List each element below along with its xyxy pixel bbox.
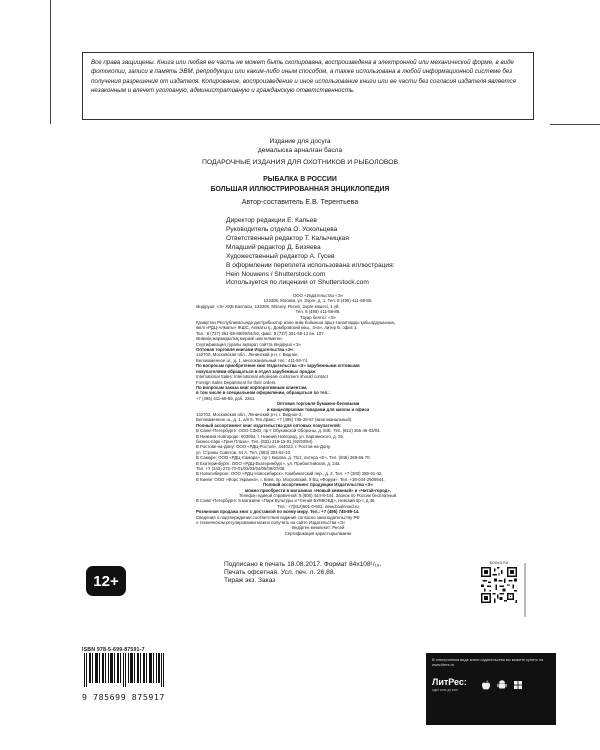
imprint-line: Сертификация туралы ақпарат сайтта Өндіруші «Э»: [196, 341, 301, 347]
imprint-line: Белокаменное ш., д. 1, а/я 5. Тел./факс: +7 (495) 745-28-87 (многоканальный).: [196, 417, 353, 423]
print-info: [224, 561, 444, 586]
print-info-offset: Печать офсетная. Усл. печ. л. 26,88.: [224, 569, 336, 577]
litres-note: В электронном виде книги издательства вы можете купить на www.litres.ru: [432, 657, 544, 668]
imprint-line: Тел.: 8 (727) 251-59-89/90/91/92, факс: 8 (727) 251-58-12 вн. 107.: [196, 330, 325, 336]
staff-junior-editor: Младший редактор Д. Бизяева: [226, 244, 321, 251]
cover-credits: [226, 262, 426, 288]
imprint-line: в том числе в специальном оформлении, обращаться по тел.:: [196, 390, 330, 396]
age-rating-badge: 12+: [86, 566, 126, 596]
imprint-line: Полный ассортимент продукции Издательства «Э»: [263, 482, 373, 488]
crop-mark-right: [550, 124, 600, 125]
cover-credit-license: Используется по лицензии от Shutterstock.com: [226, 279, 369, 287]
publisher-imprint: [196, 293, 440, 536]
imprint-line: Розничная продажа книг с доставкой по всему миру. Тел.: +7 (495) 745-89-14.: [196, 509, 360, 515]
store-icons: [480, 679, 524, 691]
imprint-line: Тел. +7 (343) 272-72-01/02/03/04/05/06/07/08.: [196, 466, 286, 471]
imprint-line: покупателями обращаться в отдел зарубежных продаж: [196, 368, 316, 374]
book-title: РЫБАЛКА В РОССИИ: [263, 176, 337, 183]
litres-logo: ЛитРес:: [432, 677, 467, 687]
qr-label: BOOKS.RU: [489, 561, 509, 565]
imprint-line: В Ростове-на-Дону: ООО «РДЦ-Ростов», 344023, г. Ростов-на-Дону,: [196, 444, 331, 450]
edition-type-ru: Издание для досуга: [269, 138, 331, 145]
imprint-line: Өндіруші: «Э» АҚБ Баспасы, 123308, Мәскеу, Ресей, Зорге көшесі, 1 үй.: [196, 303, 340, 309]
imprint-line: ул. Страны Советов, 44 А. Тел. (863) 303-62-10.: [196, 449, 292, 455]
imprint-line: Тел. 8 (495) 411-68-86.: [295, 309, 341, 315]
imprint-line: өкілі «РДЦ-Алматы» ЖШС, Алматы қ., Домбровский көш., 3«а», литер Б, офис 1.: [196, 325, 358, 331]
barcode-icon: [82, 653, 166, 687]
imprint-line: 123308, Москва, ул. Зорге, д. 1. Тел. 8 (495) 411-68-86.: [263, 298, 373, 304]
crop-mark-left: [50, 0, 51, 124]
imprint-line: Белокаменное ш., д. 1, многоканальный тел.: 411-50-74.: [196, 357, 309, 363]
staff-art-editor: Художественный редактор А. Гусев: [226, 253, 335, 260]
staff-editor: Ответственный редактор Т. Калычицкая: [226, 235, 349, 242]
edition-type-kz: демалыска арналған басла: [257, 146, 343, 154]
imprint-line: Тел.: +7(812)601-0-601, www.bookvoed.ru: [277, 503, 359, 509]
imprint-line: В Самаре: ООО «РДЦ-Самара», пр-т Кирова, д. 75/1, литера «Е». Тел. (846) 269-66-70.: [196, 455, 371, 461]
rights-notice: Все права защищены. Книга или любая ее часть не может быть скопирована, воспроизведена в электронной или механической форме, в виде фотокопии, записи в память ЭВМ, репродукции или каким-либо иным способом, а также использована в любой информационной системе без получения разрешения от издателя. Копирование, воспроизведение и иное использование книги или ее части без согласия издателя является незаконным и влечет уголовную, административную и гражданскую ответственность.: [82, 52, 534, 120]
android-icon: [496, 679, 508, 691]
imprint-line: и канцелярскими товарами для школы и офиса: [266, 406, 370, 412]
imprint-line: ООО «Издательство «Э»: [292, 293, 344, 298]
print-info-signed: Подписано в печать 18.08.2017. Формат 84x108¹/₁₆.: [224, 561, 382, 568]
imprint-line: Полный ассортимент книг издательства для оптовых покупателей:: [196, 422, 342, 428]
imprint-line: о техническом регулировании можно получить на сайте Издательства «Э»: [196, 520, 346, 526]
imprint-line: В Екатеринбурге: ООО «РДЦ-Екатеринбург», ул. Прибалтийская, д. 24а.: [196, 460, 341, 466]
imprint-line: Өнімнің жарамдылық мерзімі шектелмеген.: [196, 336, 283, 342]
cover-credit-source: Hein Nouwens / Shutterstock.com: [226, 270, 326, 278]
imprint-line: +7 (495) 411-68-59, доб. 2261.: [196, 395, 256, 401]
apple-icon: [480, 679, 492, 691]
qr-code-block: [481, 561, 517, 615]
imprint-line: 142702, Московская обл., Ленинский р-н, г. Видное-2,: [196, 411, 303, 417]
imprint-line: Сертификация қарастырылмаған: [284, 530, 352, 536]
imprint-line: В Новосибирске: ООО «РДЦ-Новосибирск», Комбинатский пер., д. 3. Тел. +7 (383) 289-91-42.: [196, 471, 383, 477]
book-subtitle: БОЛЬШАЯ ИЛЛЮСТРИРОВАННАЯ ЭНЦИКЛОПЕДИЯ: [210, 185, 390, 193]
imprint-line: Сведения о подтверждении соответствия издания согласно законодательству РФ: [196, 514, 360, 520]
imprint-line: В Нижнем Новгороде: 603094, г. Нижний Новгород, ул. Карпинского, д. 29,: [196, 433, 344, 439]
print-info-run: Тираж экз. Заказ: [224, 577, 276, 585]
author-line: Автор-составитель Е.В. Терентьева: [241, 199, 359, 206]
staff-list: [226, 216, 426, 261]
imprint-line: Foreign Sales Department for their orders.: [196, 379, 277, 385]
imprint-line: бизнес-парк «Грин Плаза». Тел. (831) 216-15-91 (92/93/94).: [196, 438, 314, 444]
imprint-line: Өндірген мемлекет: Ресей: [291, 525, 345, 531]
imprint-line: 142700, Московская обл., Ленинский р-н, г. Видное,: [196, 352, 299, 358]
imprint-line: Тауар белгісі: «Э»: [300, 314, 336, 320]
litres-tagline: один клик до книг: [432, 688, 458, 692]
title-block: [0, 175, 600, 194]
staff-director: Директор редакции Е. Капьев: [226, 217, 317, 224]
staff-head: Руководитель отдела О. Ускольцева: [226, 226, 338, 233]
imprint-line: Қазақстан Республикасында дистрибьютор және өнім бойынша арыз-талаптарды қабылдаушының: [196, 320, 395, 326]
imprint-line: По вопросам заказа книг корпоративным клиентам,: [196, 384, 308, 390]
windows-icon: [512, 679, 524, 691]
imprint-line: Оптовая торговля книгами Издательства «Э»:: [196, 347, 295, 353]
qr-code-icon: [481, 567, 517, 603]
cover-credit-intro: В оформлении переплета использована иллюстрация:: [226, 262, 395, 269]
ean-digits: 9 785699 875917: [82, 692, 165, 702]
isbn: ISBN 978-5-699-87591-7: [82, 647, 145, 653]
imprint-line: International Sales: International wholesale customers should contact: [196, 374, 328, 380]
edition-type: [0, 138, 600, 155]
imprint-line: Оптовая торговля бумажно-беловыми: [276, 401, 360, 407]
series-name: ПОДАРОЧНЫЕ ИЗДАНИЯ ДЛЯ ОХОТНИКОВ И РЫБОЛОВОВ: [201, 159, 399, 166]
imprint-line: Телефон единой справочной: 8 (800) 444-8-444. Звонок по России бесплатный.: [238, 493, 398, 499]
imprint-line: В Киеве: ООО «Форс Украина», г. Киев, пр. Московский, 9 БЦ «Форум». Тел. +38-044-2909944.: [196, 476, 385, 482]
barcode-block: [82, 647, 166, 702]
imprint-line: В Санкт-Петербурге: ООО СЗКО, пр-т Обуховской Обороны, д. 84Е. Тел. (812) 365-46-03/04.: [196, 428, 381, 434]
imprint-line: По вопросам приобретения книг Издательства «Э» зарубежными оптовыми: [196, 363, 360, 369]
imprint-line: В Санкт-Петербурге: в магазине «Парк Культуры и Чтения БУКВОЕД», Невский пр-т, д.46.: [196, 498, 376, 504]
imprint-line: можно приобрести в магазинах «Новый книжный» и «Читай-город».: [244, 487, 391, 493]
litres-banner: [426, 653, 556, 725]
qr-side-text-icon: [522, 563, 528, 617]
